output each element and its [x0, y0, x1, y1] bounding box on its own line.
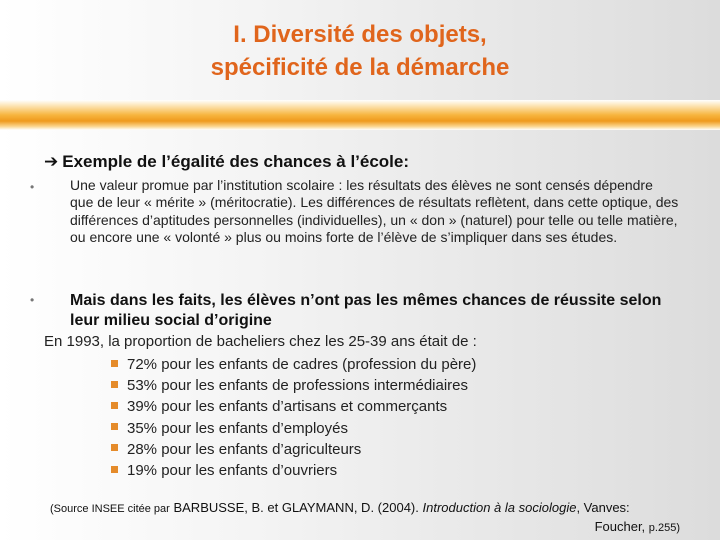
decorative-band — [0, 100, 720, 130]
intro-text: En 1993, la proportion de bacheliers chez les 25-39 ans était de : — [44, 333, 477, 350]
square-bullet-icon — [111, 360, 118, 367]
list-item: 19% pour les enfants d’ouvriers — [111, 460, 476, 481]
title-line-2: spécificité de la démarche — [210, 54, 510, 81]
square-bullet-icon — [111, 381, 118, 388]
square-bullet-icon — [111, 466, 118, 473]
statistics-list — [111, 354, 476, 481]
slide-title — [0, 18, 720, 84]
list-item: 28% pour les enfants d’agriculteurs — [111, 439, 476, 460]
right-arrow-icon: ➔ — [44, 152, 59, 171]
list-item: 35% pour les enfants d’employés — [111, 418, 476, 439]
source-citation — [50, 499, 680, 537]
bullet-marker: • — [30, 180, 35, 194]
citation-line-1: (Source INSEE citée par BARBUSSE, B. et GLAYMANN, D. (2004). Introduction à la sociologie, Vanves: — [50, 500, 630, 515]
square-bullet-icon — [111, 402, 118, 409]
bullet-marker: • — [30, 293, 35, 307]
bullet-text-2: Mais dans les faits, les élèves n’ont pas les mêmes chances de réussite selon leur milieu social d’origine — [70, 292, 662, 329]
list-item: 72% pour les enfants de cadres (profession du père) — [111, 354, 476, 375]
square-bullet-icon — [111, 444, 118, 451]
citation-line-2: Foucher, p.255) — [594, 519, 680, 534]
section-heading — [44, 152, 409, 172]
list-item: 53% pour les enfants de professions intermédiaires — [111, 375, 476, 396]
title-line-1: I. Diversité des objets, — [233, 21, 487, 48]
bullet-text-1: Une valeur promue par l’institution scolaire : les résultats des élèves ne sont censés dépendre que de leur « mérite » (méritocratie). Les différences de résultats reflètent, dans cette optique, des différences d’aptitudes personnelles (individuelles), un « don » (naturel) pour telle ou telle matière, ou encore une « volonté » plus ou moins forte de l’élève de s’impliquer dans ses études. — [70, 177, 679, 245]
heading-text: Exemple de l’égalité des chances à l’école: — [62, 152, 410, 171]
list-item: 39% pour les enfants d’artisans et commerçants — [111, 396, 476, 417]
square-bullet-icon — [111, 423, 118, 430]
